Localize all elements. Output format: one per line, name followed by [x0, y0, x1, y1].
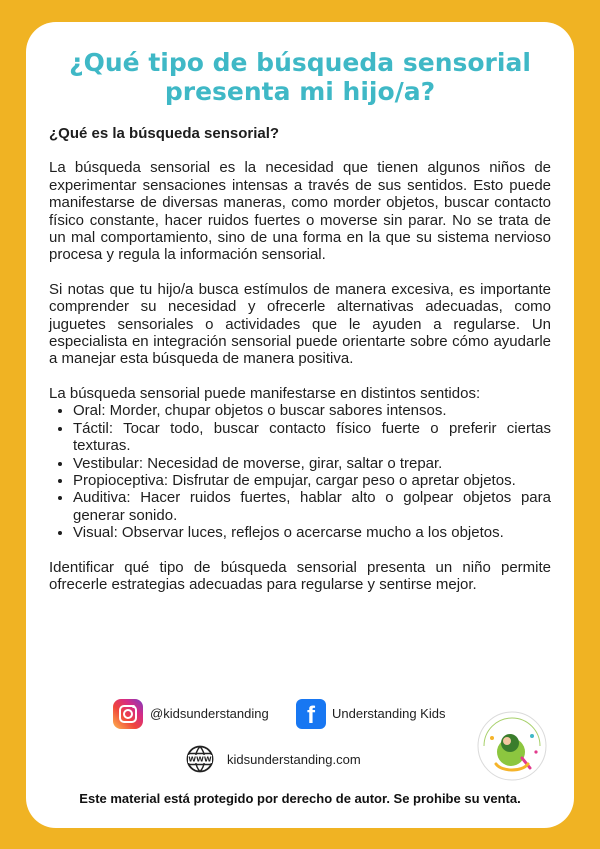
paragraph-conclusion: Identificar qué tipo de búsqueda sensorial presenta un niño permite ofrecerle estrategias adecuadas para regularse y sentirse mejor.	[49, 558, 551, 593]
website-url[interactable]: kidsunderstanding.com	[227, 752, 361, 767]
page-title	[26, 48, 574, 106]
senses-list	[49, 402, 551, 541]
facebook-icon[interactable]: f	[296, 699, 326, 729]
paragraph-advice: Si notas que tu hijo/a busca estímulos de manera excesiva, es importante comprender su necesidad y ofrecerle alternativas adecuadas, como juguetes sensoriales o actividades que le ayuden a regularse. Un especialista en integración sensorial puede orientarte sobre cómo ayudarle a manejar esta búsqueda de manera positiva.	[49, 280, 551, 368]
instagram-icon[interactable]	[113, 699, 143, 729]
article-body	[49, 125, 551, 610]
copyright-notice: Este material está protegido por derecho de autor. Se prohibe su venta.	[79, 791, 521, 806]
title-line-1: ¿Qué tipo de búsqueda sensorial	[69, 48, 531, 77]
svg-text:WWW: WWW	[188, 755, 212, 764]
understanding-kids-logo	[474, 708, 550, 784]
globe-www-icon[interactable]	[186, 745, 214, 773]
facebook-name[interactable]: Understanding Kids	[332, 706, 446, 721]
paragraph-definition: La búsqueda sensorial es la necesidad que tienen algunos niños de experimentar sensaciones intensas a través de sus sentidos. Esto puede manifestarse de diversas maneras, como morder objetos, buscar contacto físico constante, hacer ruidos fuertes o moverse sin parar. No se trata de un mal comportamiento, sino de una forma en la que su sistema nervioso procesa y regula la información sensorial.	[49, 159, 551, 264]
title-line-2: presenta mi hijo/a?	[164, 77, 436, 106]
list-item-vestibular: • Vestibular: Necesidad de moverse, girar, saltar o trepar.	[73, 455, 551, 472]
list-item-tactil: • Táctil: Tocar todo, buscar contacto físico fuerte o preferir ciertas texturas.	[73, 420, 551, 455]
content-card	[26, 22, 574, 828]
list-item-propioceptiva: • Propioceptiva: Disfrutar de empujar, cargar peso o apretar objetos.	[73, 472, 551, 489]
section-heading: ¿Qué es la búsqueda sensorial?	[49, 125, 280, 142]
list-intro: La búsqueda sensorial puede manifestarse en distintos sentidos:	[49, 384, 481, 402]
instagram-handle[interactable]: @kidsunderstanding	[150, 706, 269, 721]
list-item-visual: • Visual: Observar luces, reflejos o acercarse mucho a los objetos.	[73, 524, 551, 541]
list-item-auditiva: • Auditiva: Hacer ruidos fuertes, hablar alto o golpear objetos para generar sonido.	[73, 489, 551, 524]
list-item-oral: • Oral: Morder, chupar objetos o buscar sabores intensos.	[73, 402, 551, 419]
